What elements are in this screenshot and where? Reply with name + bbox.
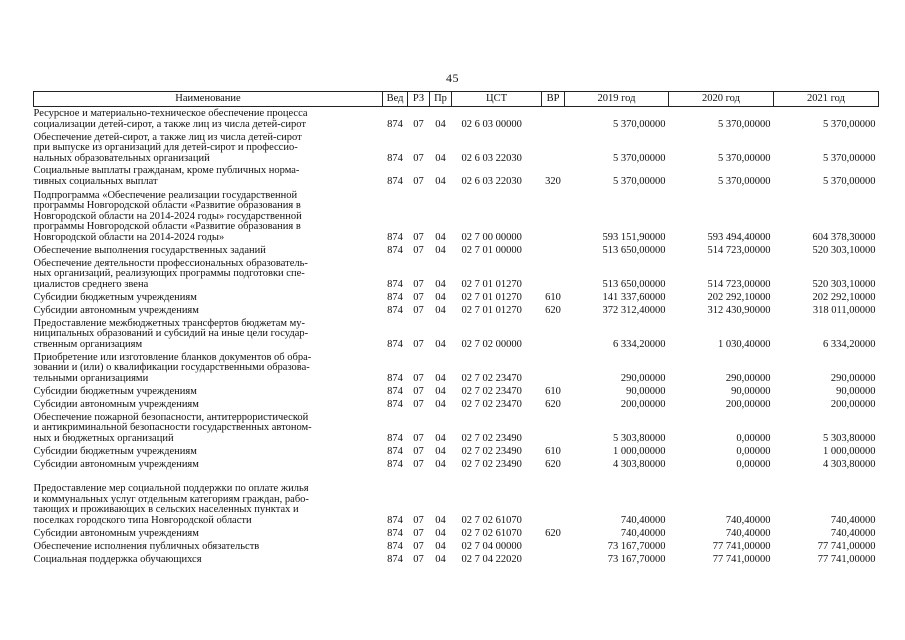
row-amount-2020: 593 494,40000	[707, 231, 771, 243]
row-cst: 02 6 03 22030	[461, 152, 522, 164]
row-vr	[542, 552, 565, 565]
row-amount-2019: 740,40000	[620, 514, 666, 526]
table-body	[34, 107, 879, 566]
row-cst: 02 7 01 00000	[461, 244, 522, 256]
row-pr: 04	[435, 445, 446, 457]
row-pr: 04	[435, 458, 446, 470]
row-name: Обеспечение деятельности профессиональных образователь- ных организаций, реализующих программы подготовки спе- циалистов среднего звена	[33, 257, 308, 290]
row-pr: 04	[435, 432, 446, 444]
row-amount-2020: 0,00000	[736, 432, 771, 444]
row-amount-2020: 514 723,00000	[707, 244, 771, 256]
table-row	[34, 290, 879, 303]
row-ved: 874	[387, 540, 403, 552]
row-amount-2021: 5 370,00000	[823, 118, 876, 130]
row-vr	[542, 470, 565, 526]
row-amount-2019: 200,00000	[620, 398, 666, 410]
row-ved: 874	[387, 118, 403, 130]
row-vr: 610	[545, 385, 561, 397]
row-pr: 04	[435, 278, 446, 290]
row-name: Обеспечение пожарной безопасности, антитеррористической и антикриминальной безопасности государственных автоном- ных и бюджетных организаций	[33, 411, 312, 444]
row-rz: 07	[413, 398, 424, 410]
row-pr: 04	[435, 304, 446, 316]
row-amount-2019: 5 370,00000	[613, 152, 666, 164]
row-ved: 874	[387, 514, 403, 526]
row-amount-2021: 77 741,00000	[817, 553, 876, 565]
row-name: Социальные выплаты гражданам, кроме публичных норма- тивных социальных выплат	[33, 165, 300, 187]
row-amount-2021: 5 303,80000	[823, 432, 876, 444]
col-header-cst: ЦСТ	[452, 92, 542, 107]
row-cst: 02 7 04 22020	[461, 553, 522, 565]
row-rz: 07	[413, 304, 424, 316]
row-rz: 07	[413, 514, 424, 526]
row-vr: 620	[545, 458, 561, 470]
row-ved: 874	[387, 432, 403, 444]
row-amount-2019: 513 650,00000	[602, 278, 666, 290]
col-header-2020: 2020 год	[669, 92, 774, 107]
row-amount-2021: 740,40000	[830, 514, 876, 526]
row-vr: 620	[545, 527, 561, 539]
row-amount-2021: 290,00000	[830, 372, 876, 384]
row-rz: 07	[413, 244, 424, 256]
row-pr: 04	[435, 118, 446, 130]
row-pr: 04	[435, 398, 446, 410]
row-vr: 620	[545, 398, 561, 410]
row-ved: 874	[387, 231, 403, 243]
row-ved: 874	[387, 175, 403, 187]
page-number: 45	[446, 71, 459, 85]
row-ved: 874	[387, 527, 403, 539]
row-name: Предоставление межбюджетных трансфертов бюджетам му- ниципальных образований и субсидий на иные цели государ- ственным организациям	[33, 317, 309, 350]
table-row	[34, 444, 879, 457]
col-header-ved: Вед	[383, 92, 408, 107]
table-row	[34, 539, 879, 552]
row-amount-2021: 1 000,00000	[823, 445, 876, 457]
table-row	[34, 187, 879, 243]
row-cst: 02 7 02 61070	[461, 527, 522, 539]
table-row	[34, 526, 879, 539]
row-name: Обеспечение выполнения государственных заданий	[33, 244, 266, 256]
row-amount-2020: 312 430,90000	[707, 304, 771, 316]
row-ved: 874	[387, 278, 403, 290]
table-row	[34, 410, 879, 444]
row-amount-2019: 90,00000	[626, 385, 666, 397]
row-amount-2020: 0,00000	[736, 445, 771, 457]
row-amount-2019: 5 370,00000	[613, 118, 666, 130]
row-cst: 02 7 02 23490	[461, 432, 522, 444]
row-amount-2021: 6 334,20000	[823, 338, 876, 350]
row-amount-2021: 4 303,80000	[823, 458, 876, 470]
row-ved: 874	[387, 152, 403, 164]
row-amount-2020: 5 370,00000	[718, 118, 771, 130]
row-cst: 02 7 02 61070	[461, 514, 522, 526]
row-amount-2020: 1 030,40000	[718, 338, 771, 350]
row-amount-2020: 740,40000	[725, 514, 771, 526]
row-rz: 07	[413, 385, 424, 397]
row-name: Обеспечение исполнения публичных обязательств	[33, 540, 260, 552]
col-header-rz: РЗ	[408, 92, 430, 107]
row-name: Субсидии автономным учреждениям	[33, 398, 199, 410]
row-vr	[542, 130, 565, 164]
row-cst: 02 7 00 00000	[461, 231, 522, 243]
row-rz: 07	[413, 278, 424, 290]
table-row	[34, 397, 879, 410]
row-amount-2021: 318 011,00000	[812, 304, 876, 316]
row-amount-2019: 73 167,70000	[607, 540, 666, 552]
row-amount-2019: 740,40000	[620, 527, 666, 539]
row-pr: 04	[435, 175, 446, 187]
row-ved: 874	[387, 291, 403, 303]
row-cst: 02 7 02 23470	[461, 398, 522, 410]
row-cst: 02 7 02 23490	[461, 445, 522, 457]
row-amount-2021: 740,40000	[830, 527, 876, 539]
col-header-2021: 2021 год	[774, 92, 879, 107]
row-amount-2019: 6 334,20000	[613, 338, 666, 350]
row-cst: 02 6 03 00000	[461, 118, 522, 130]
row-cst: 02 7 02 23470	[461, 385, 522, 397]
table-row	[34, 164, 879, 187]
row-amount-2019: 141 337,60000	[602, 291, 666, 303]
row-cst: 02 7 01 01270	[461, 278, 522, 290]
table-row	[34, 107, 879, 131]
row-ved: 874	[387, 385, 403, 397]
table-row	[34, 470, 879, 526]
row-amount-2019: 5 370,00000	[613, 175, 666, 187]
row-amount-2020: 514 723,00000	[707, 278, 771, 290]
row-pr: 04	[435, 244, 446, 256]
row-ved: 874	[387, 338, 403, 350]
table-row	[34, 457, 879, 470]
row-amount-2020: 200,00000	[725, 398, 771, 410]
row-pr: 04	[435, 553, 446, 565]
row-pr: 04	[435, 372, 446, 384]
table-row	[34, 243, 879, 256]
row-amount-2021: 5 370,00000	[823, 175, 876, 187]
row-vr	[542, 107, 565, 131]
row-vr: 610	[545, 291, 561, 303]
row-rz: 07	[413, 372, 424, 384]
row-amount-2020: 202 292,10000	[707, 291, 771, 303]
row-pr: 04	[435, 527, 446, 539]
row-name: Ресурсное и материально-техническое обеспечение процесса социализации детей-сирот, а также лиц из числа детей-сирот	[33, 108, 308, 130]
row-amount-2019: 372 312,40000	[602, 304, 666, 316]
row-vr	[542, 410, 565, 444]
row-amount-2019: 290,00000	[620, 372, 666, 384]
row-amount-2021: 604 378,30000	[812, 231, 876, 243]
row-ved: 874	[387, 398, 403, 410]
row-name: Приобретение или изготовление бланков документов об обра- зовании и (или) о квалификации государственными образова- тельными организациями	[33, 351, 312, 384]
row-name: Субсидии бюджетным учреждениям	[33, 445, 197, 457]
row-amount-2020: 77 741,00000	[712, 540, 771, 552]
table-row	[34, 384, 879, 397]
row-ved: 874	[387, 445, 403, 457]
row-pr: 04	[435, 152, 446, 164]
row-amount-2019: 4 303,80000	[613, 458, 666, 470]
row-amount-2021: 90,00000	[836, 385, 876, 397]
row-amount-2021: 77 741,00000	[817, 540, 876, 552]
row-amount-2019: 5 303,80000	[613, 432, 666, 444]
row-pr: 04	[435, 338, 446, 350]
row-name: Субсидии бюджетным учреждениям	[33, 291, 197, 303]
col-header-name: Наименование	[34, 92, 383, 107]
table-row	[34, 350, 879, 384]
row-name: Субсидии бюджетным учреждениям	[33, 385, 197, 397]
row-name: Социальная поддержка обучающихся	[33, 553, 202, 565]
row-amount-2019: 593 151,90000	[602, 231, 666, 243]
row-amount-2021: 202 292,10000	[812, 291, 876, 303]
row-amount-2020: 0,00000	[736, 458, 771, 470]
row-vr	[542, 187, 565, 243]
col-header-pr: Пр	[430, 92, 452, 107]
row-vr	[542, 316, 565, 350]
row-amount-2019: 73 167,70000	[607, 553, 666, 565]
table-row	[34, 552, 879, 565]
row-cst: 02 7 04 00000	[461, 540, 522, 552]
row-name: Субсидии автономным учреждениям	[33, 458, 199, 470]
row-ved: 874	[387, 244, 403, 256]
row-vr	[542, 256, 565, 290]
row-rz: 07	[413, 291, 424, 303]
row-amount-2020: 290,00000	[725, 372, 771, 384]
row-amount-2020: 5 370,00000	[718, 175, 771, 187]
row-vr: 320	[545, 175, 561, 187]
row-rz: 07	[413, 432, 424, 444]
row-vr	[542, 350, 565, 384]
row-rz: 07	[413, 338, 424, 350]
row-rz: 07	[413, 527, 424, 539]
row-rz: 07	[413, 175, 424, 187]
row-rz: 07	[413, 231, 424, 243]
col-header-vr: ВР	[542, 92, 565, 107]
row-ved: 874	[387, 372, 403, 384]
row-amount-2020: 90,00000	[731, 385, 771, 397]
row-cst: 02 7 02 23470	[461, 372, 522, 384]
budget-table	[33, 91, 879, 565]
row-name: Подпрограмма «Обеспечение реализации государственной программы Новгородской области «Развитие образования в Новгородской области на 2014-2024 годы» государственной программы Новгородской области «Развитие образования в Новгородской области на 2014-2024 годы»	[33, 189, 302, 243]
row-rz: 07	[413, 553, 424, 565]
row-rz: 07	[413, 445, 424, 457]
row-vr	[542, 243, 565, 256]
row-ved: 874	[387, 458, 403, 470]
table-row	[34, 130, 879, 164]
row-amount-2019: 1 000,00000	[613, 445, 666, 457]
table-row	[34, 316, 879, 350]
row-cst: 02 7 02 00000	[461, 338, 522, 350]
budget-table-container	[33, 91, 878, 565]
row-cst: 02 7 01 01270	[461, 291, 522, 303]
row-name: Субсидии автономным учреждениям	[33, 527, 199, 539]
table-header	[34, 92, 879, 107]
row-rz: 07	[413, 540, 424, 552]
row-amount-2021: 520 303,10000	[812, 244, 876, 256]
row-amount-2020: 5 370,00000	[718, 152, 771, 164]
row-name: Субсидии автономным учреждениям	[33, 304, 199, 316]
header-row	[34, 92, 879, 107]
row-rz: 07	[413, 458, 424, 470]
row-amount-2021: 200,00000	[830, 398, 876, 410]
row-amount-2021: 520 303,10000	[812, 278, 876, 290]
row-name: Обеспечение детей-сирот, а также лиц из числа детей-сирот при выпуске из организаций для детей-сирот и профессио- нальных образовательных организаций	[33, 131, 302, 164]
row-pr: 04	[435, 385, 446, 397]
row-amount-2021: 5 370,00000	[823, 152, 876, 164]
row-amount-2020: 77 741,00000	[712, 553, 771, 565]
row-cst: 02 6 03 22030	[461, 175, 522, 187]
row-vr	[542, 539, 565, 552]
col-header-2019: 2019 год	[565, 92, 669, 107]
row-vr: 620	[545, 304, 561, 316]
row-rz: 07	[413, 152, 424, 164]
row-rz: 07	[413, 118, 424, 130]
row-cst: 02 7 01 01270	[461, 304, 522, 316]
row-pr: 04	[435, 231, 446, 243]
row-pr: 04	[435, 514, 446, 526]
row-name: Предоставление мер социальной поддержки по оплате жилья и коммунальных услуг отдельным категориям граждан, рабо- тающих и проживающих в сельских населенных пунктах и поселках городского типа Новгородской области	[33, 483, 309, 526]
row-ved: 874	[387, 304, 403, 316]
row-pr: 04	[435, 540, 446, 552]
table-row	[34, 256, 879, 290]
row-pr: 04	[435, 291, 446, 303]
row-amount-2020: 740,40000	[725, 527, 771, 539]
row-cst: 02 7 02 23490	[461, 458, 522, 470]
row-amount-2019: 513 650,00000	[602, 244, 666, 256]
row-ved: 874	[387, 553, 403, 565]
row-vr: 610	[545, 445, 561, 457]
table-row	[34, 303, 879, 316]
